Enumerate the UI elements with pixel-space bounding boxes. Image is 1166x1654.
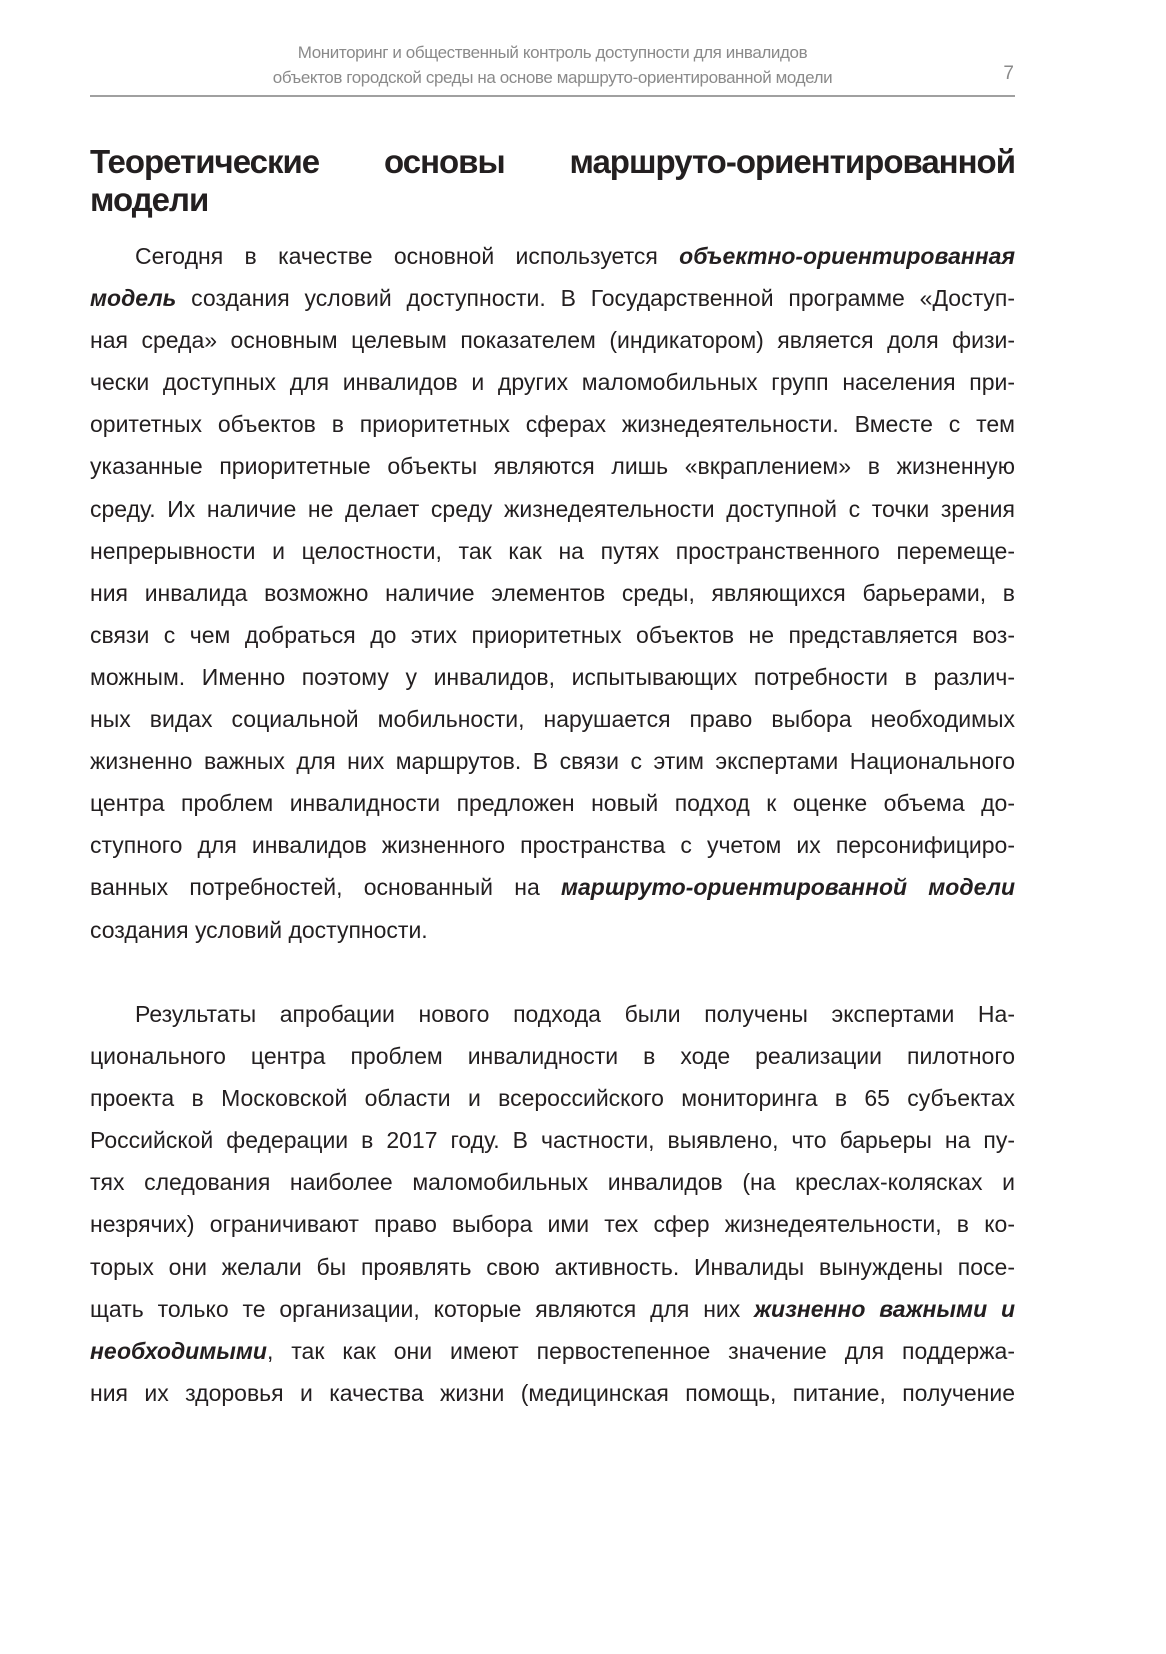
text-line — [90, 488, 1015, 530]
text-run: Российской федерации в 2017 году. В частности, выявлено, что барьеры на пу- — [90, 1127, 1015, 1154]
section-title: Теоретические основы маршруто-ориентированной модели — [90, 143, 1015, 218]
paragraph-2 — [90, 993, 1015, 1414]
emphasis-text: объектно-ориентированная — [679, 243, 1015, 269]
text-line — [90, 866, 1015, 908]
text-line — [90, 1077, 1015, 1119]
text-line — [90, 277, 1015, 319]
text-line — [90, 656, 1015, 698]
text-run: щать только те организации, которые являются для них — [90, 1295, 755, 1322]
text-line — [90, 1372, 1015, 1414]
header-divider — [90, 95, 1015, 97]
text-line — [90, 1330, 1015, 1372]
text-run: связи с чем добраться до этих приоритетных объектов не представляется воз- — [90, 621, 1015, 648]
text-run: ных видах социальной мобильности, нарушается право выбора необходимых — [90, 706, 1015, 733]
paragraph-1 — [90, 235, 1015, 951]
text-run: создания условий доступности. В Государственной программе «Доступ- — [176, 285, 1015, 312]
emphasis-text: необходимыми — [90, 1337, 267, 1364]
text-line — [90, 909, 1015, 951]
text-line — [90, 1288, 1015, 1330]
text-run: ния их здоровья и качества жизни (медицинская помощь, питание, получение — [90, 1379, 1015, 1406]
running-header-line-2: объектов городской среды на основе маршруто-ориентированной модели — [272, 68, 833, 87]
text-run: тях следования наиболее маломобильных инвалидов (на креслах-колясках и — [90, 1169, 1015, 1196]
text-line — [90, 1246, 1015, 1288]
text-line — [90, 361, 1015, 403]
text-run: ния инвалида возможно наличие элементов среды, являющихся барьерами, в — [90, 579, 1015, 606]
text-line — [90, 1119, 1015, 1161]
text-run: Сегодня в качестве основной используется — [135, 243, 680, 269]
text-line — [90, 235, 1015, 277]
text-line — [90, 319, 1015, 361]
text-run: оритетных объектов в приоритетных сферах жизнедеятельности. Вместе с тем — [90, 411, 1015, 438]
text-run: среду. Их наличие не делает среду жизнедеятельности доступной с точки зрения — [90, 495, 1015, 522]
text-line — [90, 698, 1015, 740]
text-line — [90, 530, 1015, 572]
text-run: ванных потребностей, основанный на — [90, 874, 561, 901]
text-line — [90, 614, 1015, 656]
running-header — [90, 40, 1015, 90]
text-line — [90, 1161, 1015, 1203]
text-run: ная среда» основным целевым показателем (индикатором) является доля физи- — [90, 327, 1015, 354]
text-line — [90, 1203, 1015, 1245]
text-run: центра проблем инвалидности предложен новый подход к оценке объема до- — [90, 790, 1015, 817]
text-run: Результаты апробации нового подхода были получены экспертами На- — [135, 1001, 1015, 1027]
text-run: можным. Именно поэтому у инвалидов, испытывающих потребности в различ- — [90, 663, 1015, 690]
running-header-line-1: Мониторинг и общественный контроль доступности для инвалидов — [297, 43, 808, 62]
text-run: торых они желали бы проявлять свою активность. Инвалиды вынуждены посе- — [90, 1253, 1015, 1280]
emphasis-text: жизненно важными и — [754, 1295, 1016, 1322]
text-run: непрерывности и целостности, так как на путях пространственного перемеще- — [90, 537, 1015, 564]
text-line — [90, 1035, 1015, 1077]
text-run: указанные приоритетные объекты являются лишь «вкраплением» в жизненную — [90, 453, 1015, 480]
emphasis-text: маршруто-ориентированной модели — [560, 874, 1016, 901]
text-run: ционального центра проблем инвалидности в ходе реализации пилотного — [90, 1043, 1015, 1070]
text-run: , так как они имеют первостепенное значение для поддержа- — [266, 1337, 1015, 1364]
text-line — [90, 403, 1015, 445]
emphasis-text: модель — [90, 285, 177, 312]
text-line — [90, 740, 1015, 782]
text-run: ступного для инвалидов жизненного пространства с учетом их персонифициро- — [90, 832, 1015, 859]
text-line — [90, 824, 1015, 866]
text-run: создания условий доступности. — [90, 916, 428, 943]
text-line — [90, 445, 1015, 487]
page-number: 7 — [1003, 63, 1014, 84]
text-run: проекта в Московской области и всероссийского мониторинга в 65 субъектах — [90, 1085, 1015, 1112]
text-line — [90, 782, 1015, 824]
text-line — [90, 993, 1015, 1035]
text-run: незрячих) ограничивают право выбора ими тех сфер жизнедеятельности, в ко- — [90, 1211, 1015, 1238]
text-run: чески доступных для инвалидов и других маломобильных групп населения при- — [90, 369, 1015, 396]
text-line — [90, 572, 1015, 614]
text-run: жизненно важных для них маршрутов. В связи с этим экспертами Национального — [90, 748, 1015, 775]
